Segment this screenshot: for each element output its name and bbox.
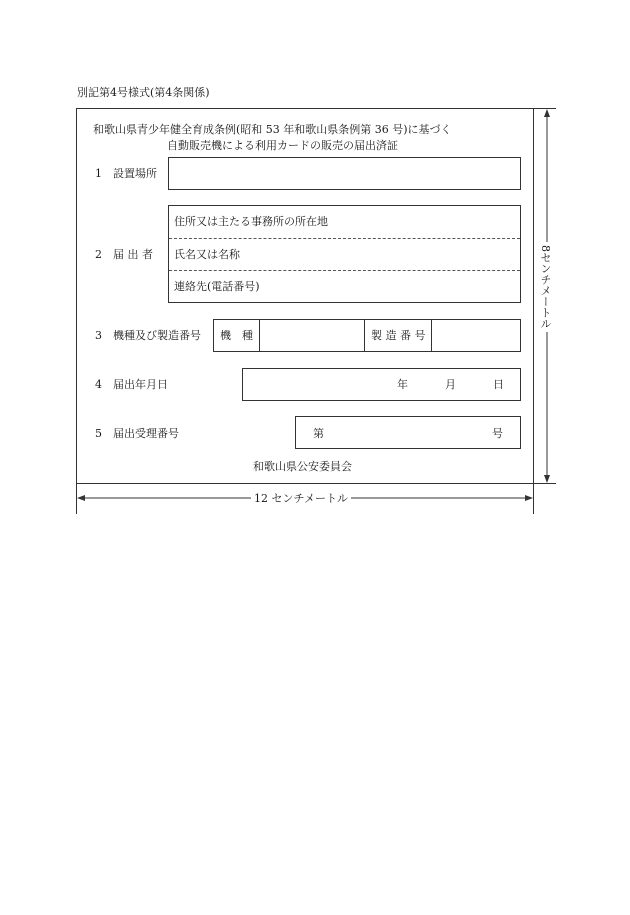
location-label: 1 設置場所 [95,167,157,180]
model-type-label: 機 種 [220,329,253,342]
heading-line-1: 和歌山県青少年健全育成条例(昭和 53 年和歌山県条例第 36 号)に基づく [93,123,452,136]
receipt-prefix: 第 [313,427,324,440]
notifier-address-field[interactable]: 住所又は主たる事務所の所在地 [174,215,328,228]
notifier-name-field[interactable]: 氏名又は名称 [174,248,240,261]
receipt-field[interactable] [295,416,521,449]
notifier-divider-1 [169,238,520,239]
notifier-contact-field[interactable]: 連絡先(電話番号) [174,280,260,293]
receipt-label: 5 届出受理番号 [95,427,179,440]
date-label: 4 届出年月日 [95,378,168,391]
notifier-divider-2 [169,270,520,271]
serial-number-label: 製 造 番 号 [371,329,426,342]
location-field[interactable] [168,157,521,190]
width-label: 12 センチメートル [251,493,351,504]
serial-number-field[interactable] [432,320,520,351]
issuer-name: 和歌山県公安委員会 [253,460,352,473]
model-type-field[interactable] [260,320,364,351]
model-divider-2 [364,320,365,351]
height-label: 8センチメートル [540,242,551,332]
receipt-suffix: 号 [492,427,503,440]
date-field[interactable] [242,368,521,401]
date-month-unit: 月 [445,378,456,391]
notifier-label: 2 届 出 者 [95,248,153,261]
form-title: 別記第4号様式(第4条関係) [77,86,210,99]
date-year-unit: 年 [397,378,408,391]
model-label: 3 機種及び製造番号 [95,329,201,342]
heading-line-2: 自動販売機による利用カードの販売の届出済証 [167,139,398,152]
date-day-unit: 日 [493,378,504,391]
